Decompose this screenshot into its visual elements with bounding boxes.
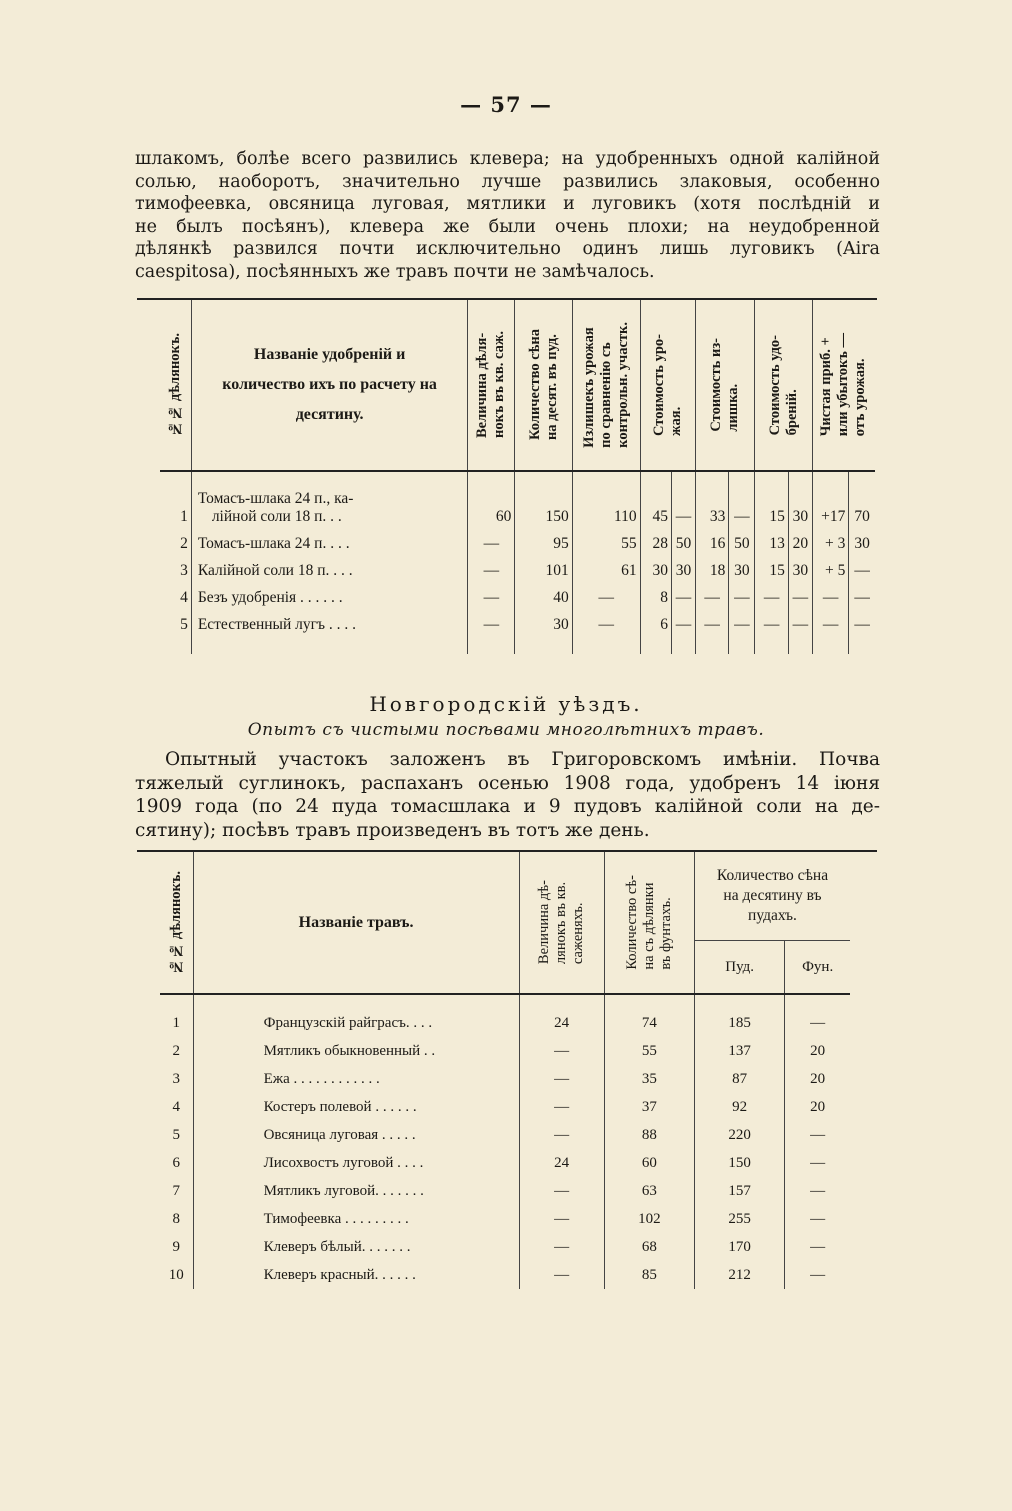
plot-size: —	[519, 1177, 604, 1205]
col-header-plot-number: №№ дѣлянокъ.	[160, 300, 191, 471]
fertilizer-name: Томасъ-шлака 24 п., ка- лійной соли 18 п. . .	[191, 471, 468, 526]
table-row	[160, 1093, 850, 1121]
fun-value: —	[810, 1266, 826, 1283]
yield-cost-kop: 30	[671, 553, 695, 580]
excess-yield: 61	[572, 553, 640, 580]
table-row	[160, 607, 875, 634]
table-row	[160, 471, 875, 526]
plot-size: —	[468, 607, 515, 634]
col-header-net-profit: Чистая приб. + или убытокъ — отъ урожая.	[818, 333, 869, 437]
fun-value: —	[810, 1126, 826, 1143]
col-header-plot-size: Величина дѣля- нокъ въ кв. саж.	[468, 300, 515, 471]
hay-amount: 74	[604, 1009, 694, 1037]
pud-value: 185	[695, 1009, 785, 1037]
plot-number: 5	[160, 607, 191, 634]
grass-name: Французскій райграсъ. . . .	[193, 1009, 519, 1037]
excess-cost-kop: —	[729, 607, 755, 634]
table-row	[160, 1233, 850, 1261]
plot-number: 2	[160, 526, 191, 553]
hay-amount: 102	[604, 1205, 694, 1233]
fertilizer-name: Томасъ-шлака 24 п. . . .	[191, 526, 468, 553]
col-header-pud: Пуд.	[695, 941, 785, 995]
fertilizer-name: Безъ удобренія . . . . . .	[191, 580, 468, 607]
text-line: солью, наоборотъ, значительно лучше развились злаковыя, особенно	[135, 171, 880, 192]
col-header-fertilizer-cost: Стоимость удо- бреній.	[755, 300, 812, 471]
fun-value: 20	[810, 1042, 826, 1059]
plot-number: 8	[160, 1205, 193, 1233]
col-header-fun: Фун.	[785, 941, 850, 995]
text-line: сятину); посѣвъ травъ произведенъ въ тотъ же день.	[135, 819, 650, 841]
plot-size: —	[468, 553, 515, 580]
plot-size: —	[519, 1065, 604, 1093]
plot-size: —	[519, 1205, 604, 1233]
yield-cost-rub: 45	[640, 471, 671, 526]
fert-cost-kop: —	[788, 580, 812, 607]
section-title: Новгородскій уѣздъ.	[369, 692, 643, 716]
pud-value: 170	[695, 1233, 785, 1261]
col-header-plot-number: №№ дѣлянокъ.	[160, 852, 193, 994]
grass-name: Овсяница луговая . . . . .	[193, 1121, 519, 1149]
hay-amount: 88	[604, 1121, 694, 1149]
plot-size: —	[519, 1233, 604, 1261]
fert-cost-rub: 15	[755, 471, 788, 526]
net-rub: +17	[812, 471, 849, 526]
fert-cost-kop: 30	[788, 471, 812, 526]
plot-number: 4	[160, 580, 191, 607]
fun-value: —	[810, 1210, 826, 1227]
text-line: дѣлянкѣ развился почти исключительно одинъ лишь луговикъ (Aira	[135, 239, 880, 259]
net-kop: —	[854, 562, 870, 579]
fert-cost-rub: —	[755, 580, 788, 607]
text-line: не былъ посѣянъ), клевера же были очень плохи; на неудобренной	[135, 216, 880, 237]
net-rub: —	[812, 580, 849, 607]
plot-number: 10	[160, 1261, 193, 1289]
fun-value: —	[810, 1154, 826, 1171]
grass-name: Мятликъ обыкновенный . .	[193, 1037, 519, 1065]
pud-value: 255	[695, 1205, 785, 1233]
pud-value: 220	[695, 1121, 785, 1149]
net-kop: —	[854, 616, 870, 633]
table-row	[160, 526, 875, 553]
yield-cost-kop: 50	[671, 526, 695, 553]
pud-value: 92	[695, 1093, 785, 1121]
hay-amount: 95	[515, 526, 572, 553]
net-kop: —	[854, 589, 870, 606]
hay-amount: 60	[604, 1149, 694, 1177]
table-row	[160, 1121, 850, 1149]
table-row	[160, 1205, 850, 1233]
pud-value: 212	[695, 1261, 785, 1289]
text-line: шлакомъ, болѣе всего развились клевера; на удобренныхъ одной калійной	[135, 149, 880, 169]
text-line: тяжелый суглинокъ, распаханъ осенью 1908 года, удобренъ 14 іюня	[135, 772, 880, 794]
experiment-paragraph	[135, 748, 880, 842]
plot-number: 3	[160, 553, 191, 580]
page-number: — 57 —	[460, 92, 552, 117]
fertilizer-name: Калійной соли 18 п. . . .	[191, 553, 468, 580]
fert-cost-rub: —	[755, 607, 788, 634]
yield-cost-rub: 30	[640, 553, 671, 580]
fun-value: —	[810, 1238, 826, 1255]
excess-yield: —	[572, 607, 640, 634]
fertilizer-name: Естественный лугъ . . . .	[191, 607, 468, 634]
net-kop: 70	[854, 508, 870, 525]
yield-cost-rub: 8	[640, 580, 671, 607]
plot-size: —	[519, 1121, 604, 1149]
yield-cost-kop: —	[671, 607, 695, 634]
plot-number: 7	[160, 1177, 193, 1205]
hay-amount: 40	[515, 580, 572, 607]
grass-name: Тимофеевка . . . . . . . . .	[193, 1205, 519, 1233]
yield-cost-rub: 28	[640, 526, 671, 553]
col-header-hay-amount: Количество сѣ- на съ дѣлянки въ фунтахъ.	[604, 852, 694, 994]
fert-cost-kop: —	[788, 607, 812, 634]
grass-name: Клеверъ бѣлый. . . . . . .	[193, 1233, 519, 1261]
net-kop: 30	[854, 535, 870, 552]
grass-name: Мятликъ луговой. . . . . . .	[193, 1177, 519, 1205]
text-line: Опытный участокъ заложенъ въ Григоровскомъ имѣніи. Почва	[165, 749, 880, 770]
excess-cost-kop: —	[729, 580, 755, 607]
text-line: 1909 года (по 24 пуда томасшлака и 9 пудовъ калійной соли на де-	[135, 796, 880, 817]
plot-number: 5	[160, 1121, 193, 1149]
plot-size: 24	[519, 1149, 604, 1177]
plot-number: 3	[160, 1065, 193, 1093]
excess-yield: 55	[572, 526, 640, 553]
table-row	[160, 1177, 850, 1205]
col-header-excess-cost: Стоимость из- лишка.	[695, 300, 754, 471]
hay-amount: 35	[604, 1065, 694, 1093]
grass-name: Ежа . . . . . . . . . . . .	[193, 1065, 519, 1093]
excess-cost-kop: 50	[729, 526, 755, 553]
col-header-excess-yield: Излишекъ урожая по сравненію съ контрольн. участк.	[572, 300, 640, 471]
plot-size: —	[519, 1093, 604, 1121]
plot-number: 9	[160, 1233, 193, 1261]
excess-cost-rub: 16	[695, 526, 728, 553]
plot-number: 4	[160, 1093, 193, 1121]
fun-value: 20	[810, 1070, 826, 1087]
plot-number: 6	[160, 1149, 193, 1177]
fun-value: —	[810, 1182, 826, 1199]
plot-size: —	[519, 1037, 604, 1065]
net-rub: + 3	[812, 526, 849, 553]
col-header-fertilizer-name: Названіе удобреній и количество ихъ по расчету на десятину.	[191, 300, 468, 471]
col-header-per-desyatina: Количество сѣна на десятину въ пудахъ.	[716, 867, 829, 924]
fun-value: 20	[810, 1098, 826, 1115]
pud-value: 157	[695, 1177, 785, 1205]
net-rub: + 5	[812, 553, 849, 580]
table-row	[160, 1065, 850, 1093]
plot-size: —	[468, 580, 515, 607]
pud-value: 87	[695, 1065, 785, 1093]
table-row-spacer	[160, 994, 850, 1009]
fertilizer-table	[160, 300, 875, 654]
plot-size: 24	[519, 1009, 604, 1037]
col-header-hay-amount: Количество сѣна на десят. въ пуд.	[515, 300, 572, 471]
hay-amount: 68	[604, 1233, 694, 1261]
plot-size: 60	[468, 471, 515, 526]
excess-cost-rub: —	[695, 580, 728, 607]
fert-cost-rub: 15	[755, 553, 788, 580]
fert-cost-kop: 30	[788, 553, 812, 580]
table-row	[160, 1261, 850, 1289]
plot-number: 1	[160, 471, 191, 526]
hay-amount: 101	[515, 553, 572, 580]
hay-amount: 37	[604, 1093, 694, 1121]
fert-cost-kop: 20	[788, 526, 812, 553]
table-row-spacer	[160, 634, 875, 654]
col-header-grass-name: Названіе травъ.	[193, 852, 519, 994]
yield-cost-kop: —	[671, 471, 695, 526]
fun-value: —	[810, 1014, 826, 1031]
plot-size: —	[468, 526, 515, 553]
grass-name: Клеверъ красный. . . . . .	[193, 1261, 519, 1289]
fert-cost-rub: 13	[755, 526, 788, 553]
hay-amount: 55	[604, 1037, 694, 1065]
hay-amount: 30	[515, 607, 572, 634]
excess-cost-rub: 18	[695, 553, 728, 580]
plot-size: —	[519, 1261, 604, 1289]
hay-amount: 63	[604, 1177, 694, 1205]
yield-cost-rub: 6	[640, 607, 671, 634]
plot-number: 2	[160, 1037, 193, 1065]
excess-cost-kop: 30	[729, 553, 755, 580]
pud-value: 137	[695, 1037, 785, 1065]
pud-value: 150	[695, 1149, 785, 1177]
net-rub: —	[812, 607, 849, 634]
table-row	[160, 1037, 850, 1065]
col-header-plot-size: Величина дѣ- лянокъ въ кв. саженяхъ.	[519, 852, 604, 994]
excess-cost-kop: —	[729, 471, 755, 526]
text-line: тимофеевка, овсяница луговая, мятлики и луговикъ (хотя послѣдній и	[135, 194, 880, 214]
section-subtitle: Опытъ съ чистыми посѣвами многолѣтнихъ травъ.	[247, 720, 765, 740]
hay-amount: 85	[604, 1261, 694, 1289]
hay-amount: 150	[515, 471, 572, 526]
excess-cost-rub: 33	[695, 471, 728, 526]
grass-name: Костеръ полевой . . . . . .	[193, 1093, 519, 1121]
grass-table	[160, 852, 850, 1289]
table-row	[160, 1009, 850, 1037]
excess-cost-rub: —	[695, 607, 728, 634]
grass-name: Лисохвостъ луговой . . . .	[193, 1149, 519, 1177]
table-row	[160, 580, 875, 607]
excess-yield: 110	[572, 471, 640, 526]
yield-cost-kop: —	[671, 580, 695, 607]
plot-number: 1	[160, 1009, 193, 1037]
table-row	[160, 1149, 850, 1177]
excess-yield: —	[572, 580, 640, 607]
table-row	[160, 553, 875, 580]
col-header-yield-cost: Стоимость уро- жая.	[640, 300, 695, 471]
text-line: caespitosa), посѣянныхъ же травъ почти не замѣчалось.	[135, 261, 655, 282]
intro-paragraph	[135, 148, 880, 283]
